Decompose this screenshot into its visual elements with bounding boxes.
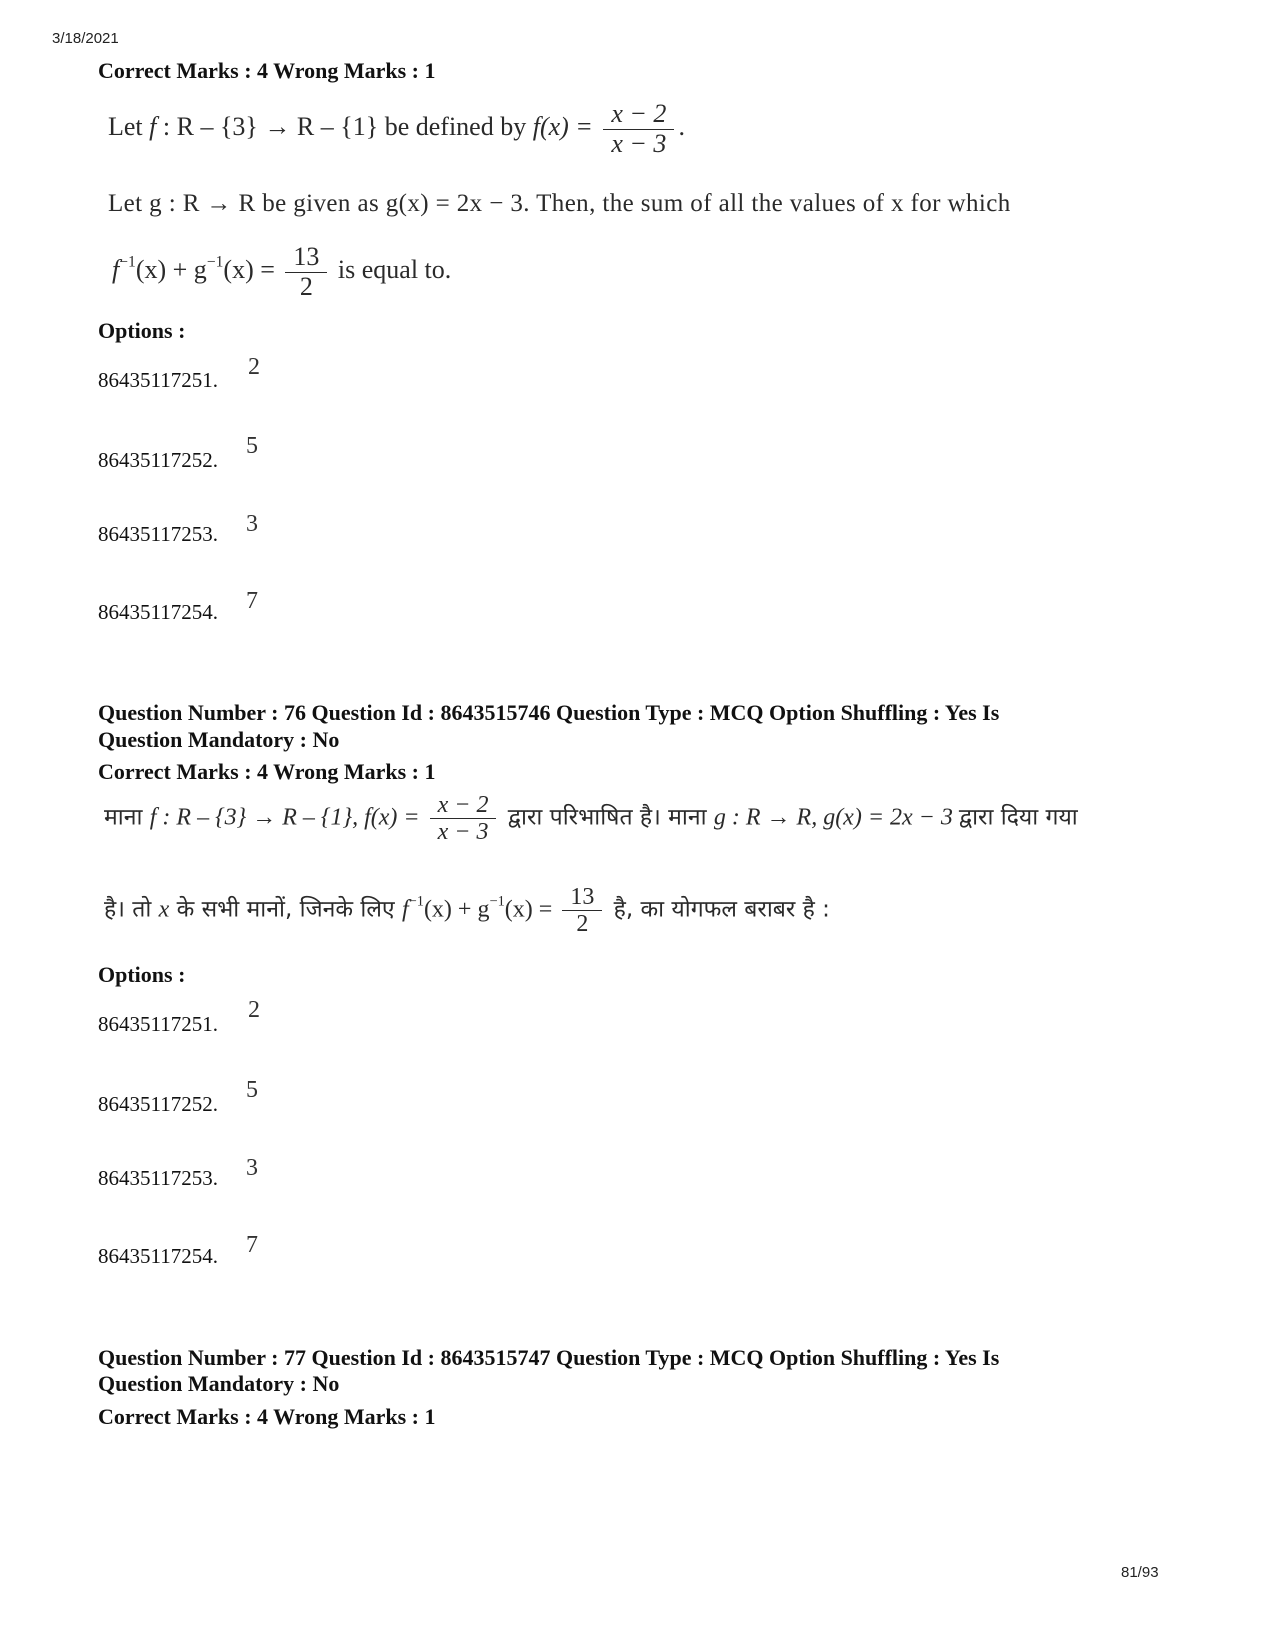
q75-text: Let [108, 112, 150, 142]
q75-text: : R – {3} → R – {1} be defined by [156, 112, 533, 142]
q76-text: (x) + g [423, 896, 490, 923]
q77-marks: Correct Marks : 4 Wrong Marks : 1 [98, 1404, 436, 1429]
q75-text: f [112, 255, 120, 285]
q76-option-id: 86435117253. [98, 1166, 218, 1190]
fraction-denominator: x − 3 [611, 128, 667, 158]
q75-fraction [603, 100, 674, 158]
q75-option-value: 5 [246, 433, 258, 459]
superscript: −1 [489, 893, 505, 910]
fraction-denominator: 2 [299, 271, 313, 301]
q76-question-line1 [104, 792, 1078, 846]
page-number: 81/93 [1121, 1564, 1159, 1581]
q75-question-line1 [108, 100, 685, 158]
q75-text: . [678, 112, 685, 142]
q75-option-value: 7 [246, 588, 258, 614]
q75-option-id: 86435117251. [98, 368, 218, 392]
q77-meta-line2: Question Mandatory : No [98, 1371, 340, 1396]
q75-marks: Correct Marks : 4 Wrong Marks : 1 [98, 58, 436, 83]
q76-text: g : R → R, g(x) = 2x − 3 [713, 804, 959, 831]
q75-option-value: 2 [248, 354, 260, 380]
fraction-denominator: 2 [576, 911, 589, 938]
q76-options-label: Options : [98, 962, 186, 987]
q75-question-line2: Let g : R → R be given as g(x) = 2x − 3. Then, the sum of all the values of x for which [108, 190, 1011, 217]
q76-text: द्वारा परिभाषित है। माना [500, 804, 714, 831]
q75-text: f [149, 112, 157, 142]
q76-text: f [401, 896, 409, 923]
q76-text: है, का योगफल बराबर है : [606, 896, 830, 923]
q76-option-value: 7 [246, 1232, 258, 1258]
fraction-numerator: 13 [285, 243, 327, 273]
fraction-numerator: x − 2 [430, 792, 497, 819]
q76-option-value: 3 [246, 1155, 258, 1181]
superscript: −1 [408, 893, 424, 910]
q76-text: है। तो [104, 896, 159, 923]
q76-option-id: 86435117254. [98, 1244, 218, 1268]
q76-fraction [430, 792, 497, 846]
q75-options-label: Options : [98, 318, 186, 343]
fraction-numerator: x − 2 [603, 100, 674, 130]
q75-text: (x) + g [135, 255, 207, 285]
q75-text: f(x) = [532, 112, 600, 142]
q76-marks: Correct Marks : 4 Wrong Marks : 1 [98, 759, 436, 784]
q76-text: (x) = [504, 896, 559, 923]
q75-option-id: 86435117254. [98, 600, 218, 624]
q77-meta-line1: Question Number : 77 Question Id : 8643515747 Question Type : MCQ Option Shuffling : Yes Is [98, 1345, 1000, 1370]
q76-meta-line1: Question Number : 76 Question Id : 8643515746 Question Type : MCQ Option Shuffling : Yes Is [98, 700, 1000, 725]
superscript: −1 [206, 253, 224, 271]
print-date: 3/18/2021 [52, 30, 119, 47]
q76-option-value: 2 [248, 997, 260, 1023]
q76-text: द्वारा दिया गया [958, 804, 1078, 831]
q76-text: माना [104, 804, 150, 831]
q75-option-value: 3 [246, 511, 258, 537]
q76-text: के सभी मानों, जिनके लिए [169, 896, 402, 923]
q76-question-line2 [104, 884, 830, 938]
superscript: −1 [119, 253, 136, 271]
q75-text: (x) = [223, 255, 282, 285]
q76-text: f : R – {3} → R – {1}, f(x) = [149, 804, 426, 831]
fraction-denominator: x − 3 [437, 819, 489, 846]
q76-meta-line2: Question Mandatory : No [98, 727, 340, 752]
q76-option-value: 5 [246, 1077, 258, 1103]
q76-option-id: 86435117252. [98, 1092, 218, 1116]
q76-fraction [562, 884, 602, 938]
q76-option-id: 86435117251. [98, 1012, 218, 1036]
q76-text: x [158, 896, 170, 923]
q75-option-id: 86435117253. [98, 522, 218, 546]
q75-fraction [285, 243, 327, 301]
q75-text: is equal to. [331, 255, 452, 285]
q75-question-line3 [112, 243, 451, 301]
q75-option-id: 86435117252. [98, 448, 218, 472]
fraction-numerator: 13 [562, 884, 602, 911]
